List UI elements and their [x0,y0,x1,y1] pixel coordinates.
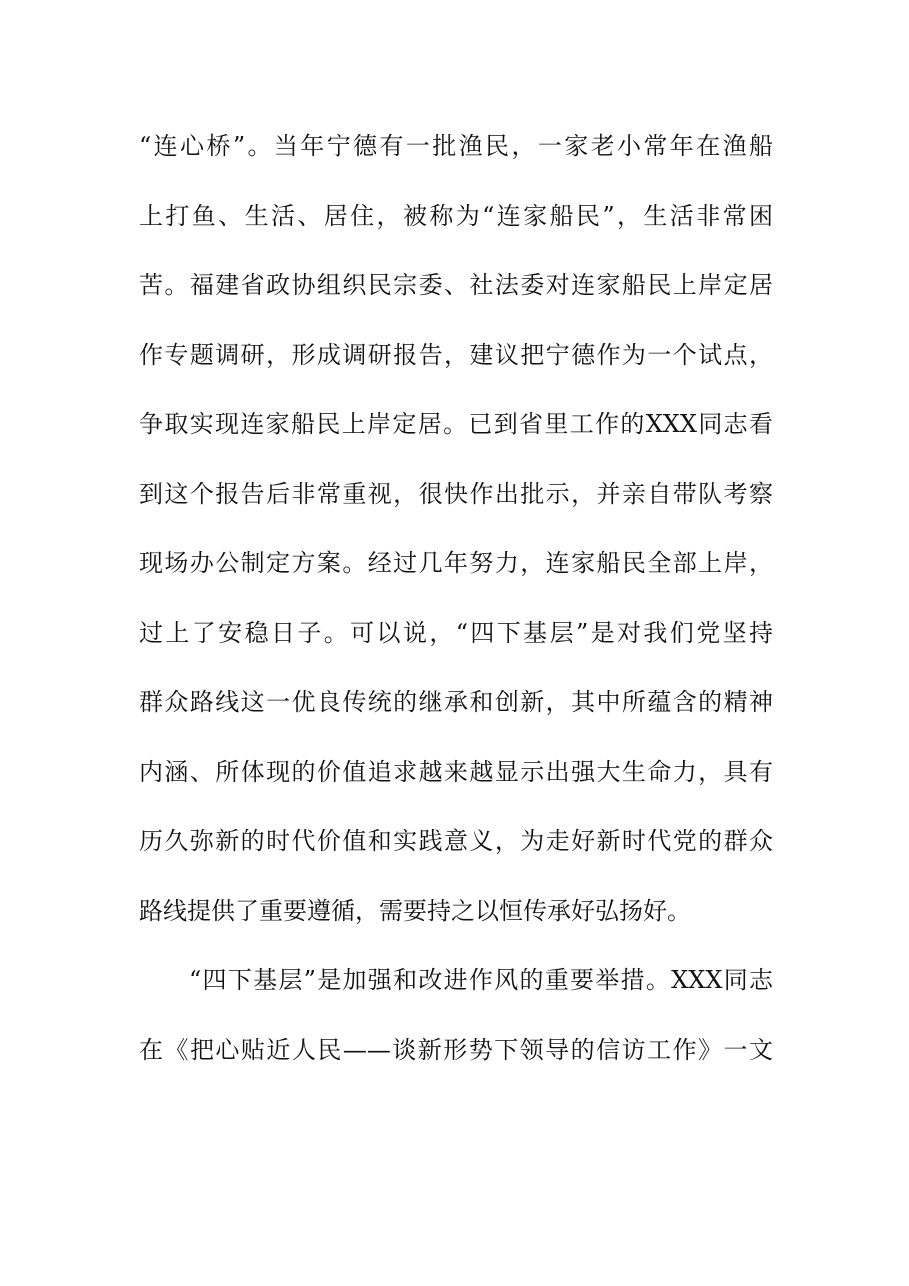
paragraph-line: 争取实现连家船民上岸定居。已到省里工作的XXX同志看 [139,410,773,438]
paragraph-line: 作专题调研，形成调研报告，建议把宁德作为一个试点， [139,340,773,369]
paragraph-line: 苦。福建省政协组织民宗委、社法委对连家船民上岸定居 [139,271,773,299]
paragraph-line: 在《把心贴近人民——谈新形势下领导的信访工作》一文 [139,1035,773,1064]
paragraph-1 [139,121,773,955]
paragraph-line: 现场办公制定方案。经过几年努力，连家船民全部上岸， [139,549,773,577]
paragraph-line: 到这个报告后非常重视，很快作出批示，并亲自带队考察 [139,479,773,508]
paragraph-2 [139,955,773,1094]
paragraph-line: 过上了安稳日子。可以说，“四下基层”是对我们党坚持 [139,618,773,647]
paragraph-line: “四下基层”是加强和改进作风的重要举措。XXX同志 [189,966,773,994]
paragraph-line: 上打鱼、生活、居住，被称为“连家船民”，生活非常困 [139,201,773,230]
paragraph-line: 内涵、所体现的价值追求越来越显示出强大生命力，具有 [139,757,773,786]
paragraph-line: “连心桥”。当年宁德有一批渔民，一家老小常年在渔船 [139,132,773,160]
paragraph-line: 历久弥新的时代价值和实践意义，为走好新时代党的群众 [139,827,773,855]
paragraph-line: 群众路线这一优良传统的继承和创新，其中所蕴含的精神 [139,688,773,716]
paragraph-line: 路线提供了重要遵循，需要持之以恒传承好弘扬好。 [139,896,691,925]
body-text [139,121,773,1094]
